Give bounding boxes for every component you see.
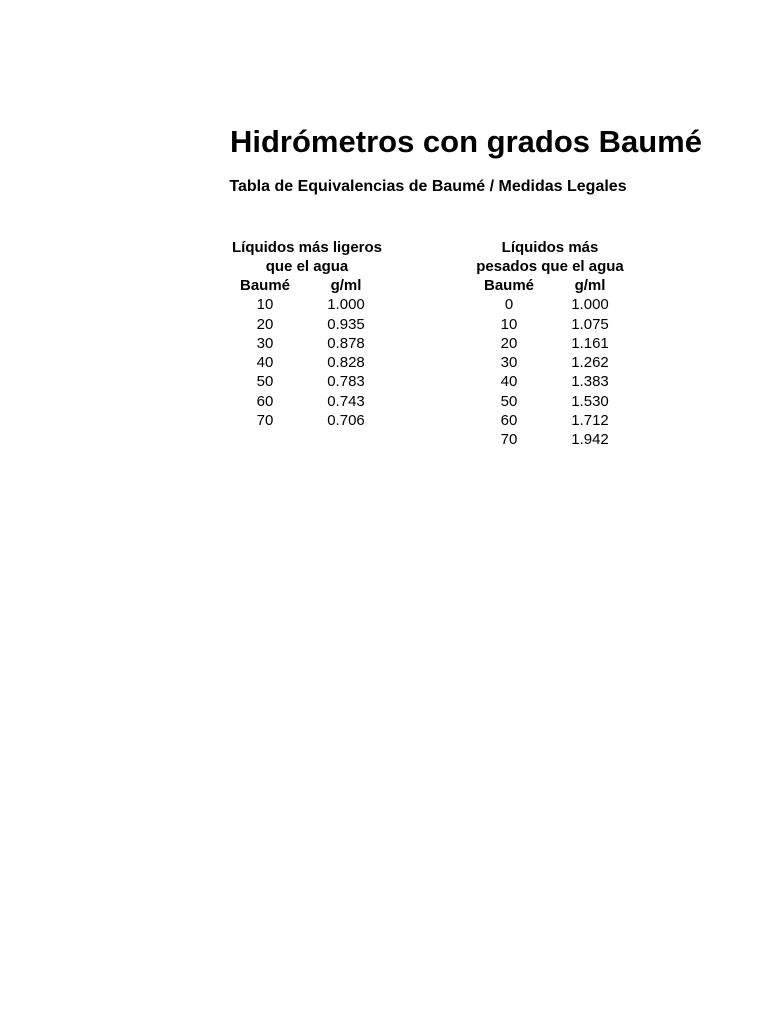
- page-title: Hidrómetros con grados Baumé: [230, 124, 702, 159]
- table-heading-line: que el agua: [265, 258, 349, 275]
- table-row: [466, 334, 634, 353]
- baume-value: 50: [500, 392, 518, 410]
- table-row: [466, 315, 634, 334]
- baume-value: 40: [500, 373, 518, 391]
- baume-value: 10: [256, 296, 274, 314]
- baume-value: 10: [500, 315, 518, 333]
- baume-value: 70: [256, 412, 274, 430]
- gml-value: 1.161: [571, 334, 609, 352]
- gml-value: 0.828: [327, 354, 365, 372]
- gml-value: 0.878: [327, 334, 365, 352]
- baume-value: 50: [256, 373, 274, 391]
- gml-value: 1.383: [571, 373, 609, 391]
- table-row: [466, 295, 634, 314]
- gml-value: 1.530: [571, 392, 609, 410]
- page-title-container: [230, 122, 702, 162]
- gml-value: 1.000: [327, 296, 365, 314]
- baume-value: 20: [256, 315, 274, 333]
- page-subtitle: Tabla de Equivalencias de Baumé / Medidas Legales: [229, 178, 627, 195]
- gml-value: 1.000: [571, 296, 609, 314]
- gml-value: 0.783: [327, 373, 365, 391]
- baume-value: 0: [504, 296, 514, 314]
- table-header-row: [466, 276, 634, 295]
- table-heading: [222, 238, 392, 276]
- table-heading-line: pesados que el agua: [476, 258, 624, 275]
- column-header-gml: g/ml: [330, 277, 362, 294]
- baume-value: 40: [256, 354, 274, 372]
- heavier-liquids-table: [466, 238, 634, 450]
- table-heading-line: Líquidos más ligeros: [231, 239, 383, 256]
- baume-value: 30: [500, 354, 518, 372]
- table-body: [466, 295, 634, 449]
- baume-value: 20: [500, 334, 518, 352]
- lighter-liquids-table: [222, 238, 392, 430]
- table-row: [466, 392, 634, 411]
- table-row: [466, 411, 634, 430]
- column-header-baume: Baumé: [483, 277, 535, 294]
- table-row: [466, 353, 634, 372]
- gml-value: 1.075: [571, 315, 609, 333]
- gml-value: 0.743: [327, 392, 365, 410]
- table-row: [222, 334, 392, 353]
- baume-value: 60: [256, 392, 274, 410]
- baume-value: 60: [500, 412, 518, 430]
- baume-value: 30: [256, 334, 274, 352]
- table-body: [222, 295, 392, 430]
- gml-value: 0.706: [327, 412, 365, 430]
- table-row: [466, 430, 634, 449]
- gml-value: 0.935: [327, 315, 365, 333]
- column-header-baume: Baumé: [239, 277, 291, 294]
- column-header-gml: g/ml: [574, 277, 606, 294]
- gml-value: 1.712: [571, 412, 609, 430]
- baume-value: 70: [500, 431, 518, 449]
- gml-value: 1.942: [571, 431, 609, 449]
- table-row: [466, 372, 634, 391]
- table-row: [222, 372, 392, 391]
- table-row: [222, 353, 392, 372]
- table-row: [222, 392, 392, 411]
- table-heading: [466, 238, 634, 276]
- table-row: [222, 411, 392, 430]
- table-row: [222, 295, 392, 314]
- table-header-row: [222, 276, 392, 295]
- table-row: [222, 315, 392, 334]
- table-heading-line: Líquidos más: [501, 239, 599, 256]
- gml-value: 1.262: [571, 354, 609, 372]
